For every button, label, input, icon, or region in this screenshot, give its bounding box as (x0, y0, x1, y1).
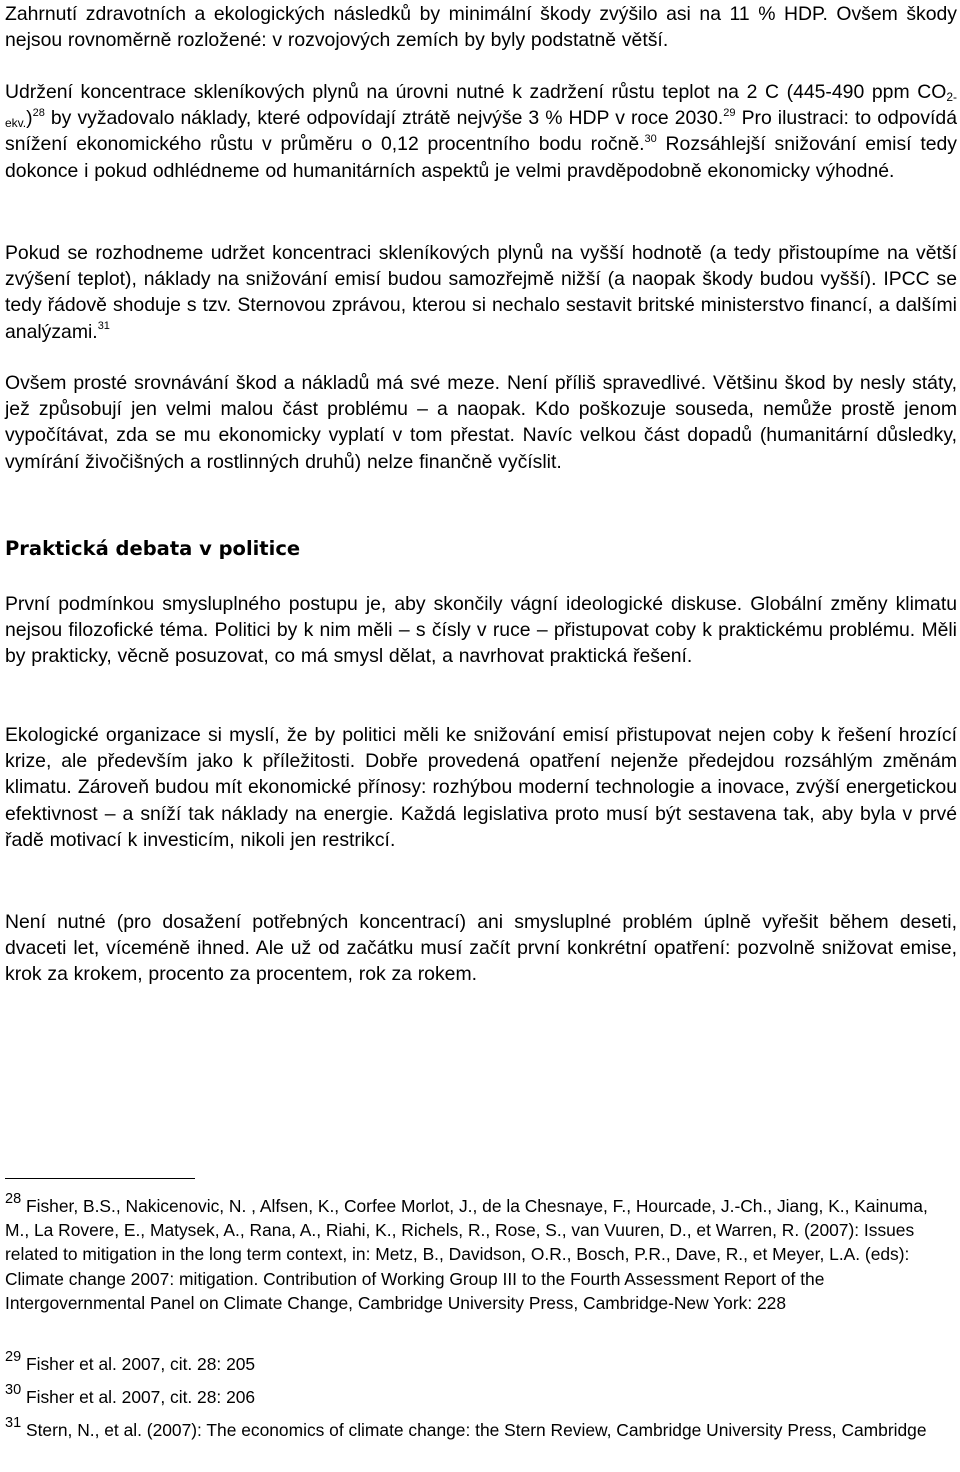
footnote-ref-31[interactable]: 31 (97, 320, 110, 333)
footnote-number: 30 (5, 1382, 22, 1399)
footnote-number: 28 (5, 1191, 22, 1208)
paragraph-damage-estimate: Zahrnutí zdravotních a ekologických následků by minimální škody zvýšilo asi na 11 % HDP. Ovšem škody nejsou rovnoměrně rozložené: v rozvojových zemích by byly podstatně větší. (5, 3, 957, 52)
paragraph-stabilization-costs: Udržení koncentrace skleníkových plynů na úrovni nutné k zadržení růstu teplot na 2 C (445-490 ppm $CO_{2-ekv.})^{28}$ by vyžadovalo náklady, které odpovídají ztrátě nejvýše 3 % HDP v roce 2030.29 Pro ilustraci: to odpovídá snížení ekonomického růstu v průměru o 0,12 procentního bodu ročně.$^{30}$ Rozsáhlejší snižování emisí tedy dokonce i pokud odhlédneme od humanitárních aspektů je velmi pravděpodobně ekonomicky výhodné. (5, 81, 957, 182)
footnote-ref-29[interactable]: 29 (723, 106, 736, 119)
footnote-number: 29 (5, 1349, 22, 1366)
paragraph-gradual-reduction: Není nutné (pro dosažení potřebných koncentrací) ani smysluplné problém úplně vyřešit během deseti, dvaceti let, víceméně ihned. Ale už od začátku musí začít první konkrétní opatření: pozvolně snižovat emise, krok za krokem, procento za procentem, rok za rokem. (5, 911, 957, 986)
footnote-29: $^{29}$ Fisher et al. 2007, cit. 28: 205 (5, 1349, 256, 1374)
paragraph-ngo-view: Ekologické organizace si myslí, že by politici měli ke snižování emisí přistupovat nejen coby k řešení hrozící krize, ale především jako k příležitosti. Dobře provedená opatření nejenže předejdou rozsáhlým změnám klimatu. Zároveň budou mít ekonomické přínosy: rozhýbou moderní technologie a inovace, zvýší energetickou efektivnost – a sníží tak náklady na energie. Každá legislativa proto musí být sestavena tak, aby byla v prvé řadě motivací k investicím, nikoli jen restrikcí. (5, 724, 957, 851)
footnote-ref-28[interactable]: 28 (32, 106, 45, 119)
paragraph-higher-concentration: Pokud se rozhodneme udržet koncentraci skleníkových plynů na vyšší hodnotě (a tedy přistoupíme na větší zvýšení teplot), náklady na snižování emisí budou samozřejmě nižší (a naopak škody budou vyšší). IPCC se tedy řádově shoduje s tzv. Sternovou zprávou, kterou si nechalo sestavit britské ministerstvo financí, a dalšími analýzami.$^{31}$ (5, 242, 957, 343)
footnote-30: $^{30}$ Fisher et al. 2007, cit. 28: 206 (5, 1382, 256, 1407)
paragraph-practical-approach: První podmínkou smysluplného postupu je, aby skončily vágní ideologické diskuse. Globální změny klimatu nejsou filozofické téma. Politici by k nim měli – s čísly v ruce – přistupovat coby k praktickému problému. Měli by prakticky, věcně posuzovat, co má smysl dělat, a navrhovat praktická řešení. (5, 593, 957, 668)
paragraph-cost-comparison-limits: Ovšem prosté srovnávání škod a nákladů má své meze. Není příliš spravedlivé. Většinu škod by nesly státy, jež způsobují jen velmi malou část problému – a naopak. Kdo poškozuje souseda, nemůže prostě jenom vypočítávat, zda se mu ekonomicky vyplatí v tom přestat. Navíc velkou část dopadů (humanitární důsledky, vymírání živočišných a rostlinných druhů) nelze finančně vyčíslit. (5, 372, 957, 473)
footnote-number: 31 (5, 1415, 22, 1432)
footnote-28: $^{28}$ Fisher, B.S., Nakicenovic, N. , Alfsen, K., Corfee Morlot, J., de la Chesnaye, F., Hourcade, J.-Ch., Jiang, K., Kainuma, M., La Rovere, E., Matysek, A., Rana, A., Riahi, K., Richels, R., Rose, S., van Vuuren, D., et Warren, R. (2007): Issues related to mitigation in the long term context, in: Metz, B., Davidson, O.R., Bosch, P.R., Dave, R., et Meyer, L.A. (eds): Climate change 2007: mitigation. Contribution of Working Group III to the Fourth Assessment Report of the Intergovernmental Panel on Climate Change, Cambridge University Press, Cambridge-New York: 228 (5, 1191, 928, 1313)
footnote-31: $^{31}$ Stern, N., et al. (2007): The economics of climate change: the Stern Review, Cambridge University Press, Cambridge (5, 1415, 927, 1440)
footnote-separator (5, 1178, 195, 1179)
section-heading: Praktická debata v politice (5, 537, 301, 560)
co2-subscript: 2-ekv. (5, 90, 957, 131)
footnote-ref-30[interactable]: 30 (644, 132, 657, 145)
